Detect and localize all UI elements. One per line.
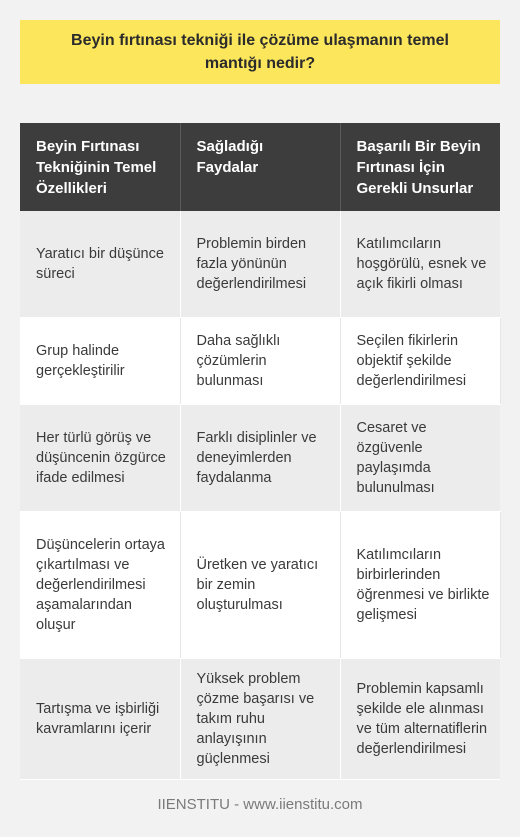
table-row (20, 318, 500, 405)
column-header: Beyin Fırtınası Tekniğinin Temel Özellikleri (20, 123, 180, 211)
footer-credit: IIENSTITU - www.iienstitu.com (157, 796, 363, 813)
table-cell: Tartışma ve işbirliği kavramlarını içerir (20, 659, 180, 780)
table-row (20, 211, 500, 318)
table-cell: Her türlü görüş ve düşüncenin özgürce ifade edilmesi (20, 405, 180, 512)
table-cell: Problemin kapsamlı şekilde ele alınması ve tüm alternatiflerin değerlendirilmesi (340, 659, 500, 780)
table-cell: Cesaret ve özgüvenle paylaşımda bulunulması (340, 405, 500, 512)
table-cell: Katılımcıların hoşgörülü, esnek ve açık fikirli olması (340, 211, 500, 318)
table-row (20, 659, 500, 780)
page-title: Beyin fırtınası tekniği ile çözüme ulaşmanın temel mantığı nedir? (71, 32, 449, 72)
table-row (20, 405, 500, 512)
table-header-row (20, 123, 500, 211)
table-cell: Düşüncelerin ortaya çıkartılması ve değerlendirilmesi aşamalarından oluşur (20, 512, 180, 659)
table-cell: Katılımcıların birbirlerinden öğrenmesi ve birlikte gelişmesi (340, 512, 500, 659)
table-cell: Yaratıcı bir düşünce süreci (20, 211, 180, 318)
table-cell: Üretken ve yaratıcı bir zemin oluşturulması (180, 512, 340, 659)
table-cell: Problemin birden fazla yönünün değerlendirilmesi (180, 211, 340, 318)
column-header: Başarılı Bir Beyin Fırtınası İçin Gerekli Unsurlar (340, 123, 500, 211)
table-cell: Seçilen fikirlerin objektif şekilde değerlendirilmesi (340, 318, 500, 405)
title-banner (20, 20, 500, 84)
comparison-table (20, 123, 501, 780)
table-row (20, 512, 500, 659)
table-cell: Grup halinde gerçekleştirilir (20, 318, 180, 405)
table-cell: Yüksek problem çözme başarısı ve takım ruhu anlayışının güçlenmesi (180, 659, 340, 780)
table-cell: Daha sağlıklı çözümlerin bulunması (180, 318, 340, 405)
column-header: Sağladığı Faydalar (180, 123, 340, 211)
table-cell: Farklı disiplinler ve deneyimlerden faydalanma (180, 405, 340, 512)
